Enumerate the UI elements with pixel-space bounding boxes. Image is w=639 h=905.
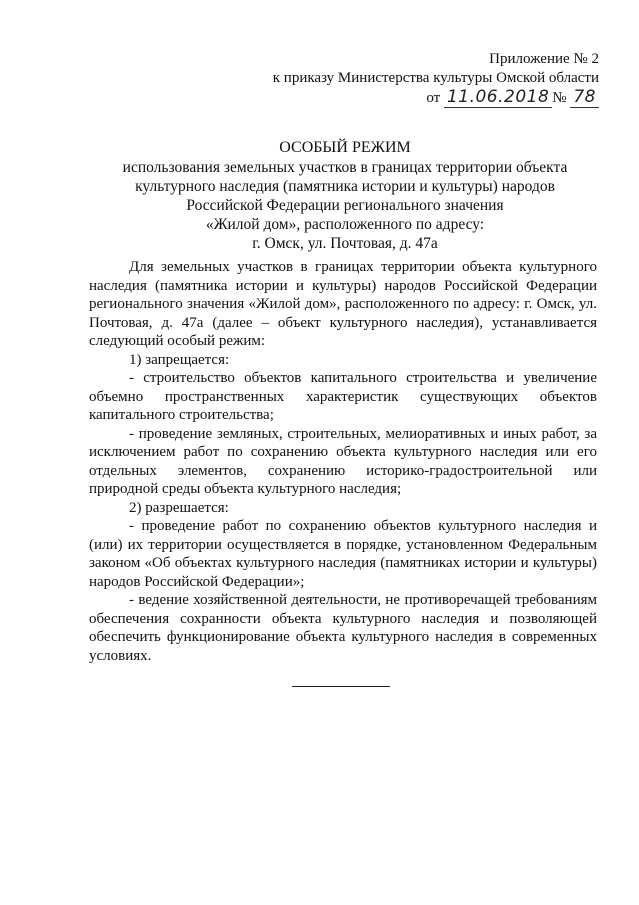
- intro-paragraph: Для земельных участков в границах территории объекта культурного наследия (памятника истории и культуры) народов Российской Федерации регионального значения «Жилой дом», расположенного по адресу: г. Омск, ул. Почтовая, д. 47а (далее – объект культурного наследия), устанавливается следующий особый режим:: [89, 259, 597, 349]
- list-item: - ведение хозяйственной деятельности, не противоречащей требованиям обеспечения сохранности объекта культурного наследия и позволяющей обеспечить функционирование объекта культурного наследия в современных условиях.: [89, 592, 597, 664]
- list-item: - проведение работ по сохранению объектов культурного наследия и (или) их территории осуществляется в порядке, установленном Федеральным законом «Об объектах культурного наследия (памятниках истории и культуры) народов Российской Федерации»;: [89, 518, 597, 590]
- date-prefix: от: [426, 90, 441, 106]
- list-item: - проведение земляных, строительных, мелиоративных и иных работ, за исключением работ по сохранению объекта культурного наследия или его отдельных элементов, сохранению историко-градостроительной или природной среды объекта культурного наследия;: [89, 425, 597, 497]
- subtitle-line: использования земельных участков в границах территории объекта: [122, 159, 568, 176]
- document-header: [199, 50, 599, 108]
- number-prefix: №: [552, 90, 567, 106]
- subtitle-line: «Жилой дом», расположенного по адресу:: [205, 216, 485, 233]
- handwritten-number: 78: [570, 88, 599, 108]
- list-item: - строительство объектов капитального строительства и увеличение объемно пространственных характеристик существующих объектов капитального строительства;: [89, 370, 597, 423]
- closing-divider: [292, 686, 390, 687]
- subtitle-line: г. Омск, ул. Почтовая, д. 47а: [252, 235, 438, 252]
- subtitle-line: Российской Федерации регионального значения: [186, 197, 504, 214]
- order-date-number: [199, 88, 599, 108]
- order-reference: к приказу Министерства культуры Омской области: [272, 70, 599, 86]
- document-title: ОСОБЫЙ РЕЖИМ: [279, 139, 411, 156]
- section-heading-permitted: 2) разрешается:: [129, 499, 229, 516]
- appendix-label: Приложение № 2: [489, 51, 599, 67]
- section-heading-prohibited: 1) запрещается:: [129, 351, 230, 368]
- handwritten-date: 11.06.2018: [444, 88, 552, 108]
- document-body: [89, 258, 597, 665]
- document-title-block: [110, 138, 580, 253]
- subtitle-line: культурного наследия (памятника истории и культуры) народов: [135, 178, 555, 195]
